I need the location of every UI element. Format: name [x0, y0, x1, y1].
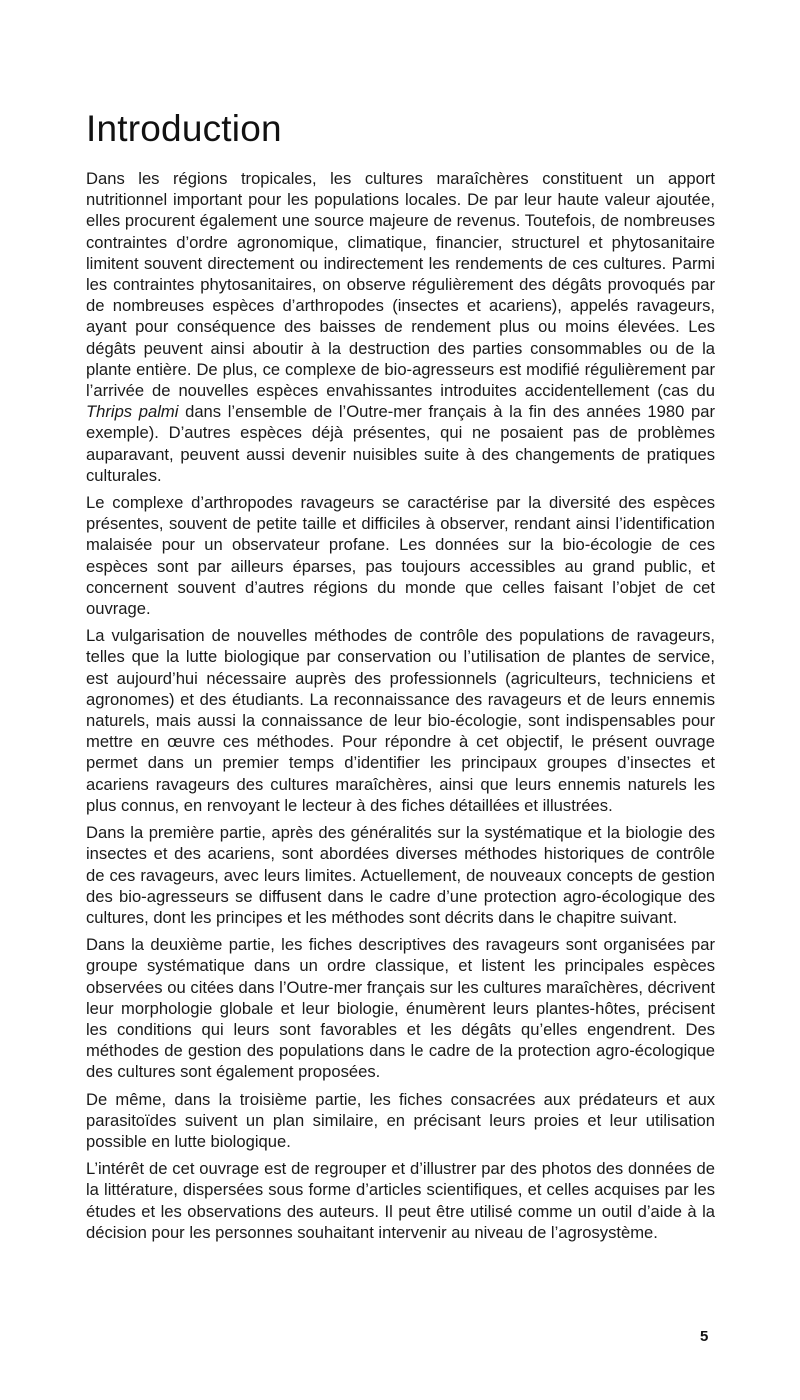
- species-name-italic: Thrips palmi: [86, 402, 179, 422]
- chapter-title: Introduction: [86, 108, 282, 149]
- paragraph-7: L’intérêt de cet ouvrage est de regrouper et d’illustrer par des photos des données de la littérature, dispersées sous forme d’articles scientifiques, et celles acquises par les études et les observations des auteurs. Il peut être utilisé comme un outil d’aide à la décision pour les personnes souhaitant intervenir au niveau de l’agrosystème.: [86, 1159, 715, 1242]
- paragraph-2: Le complexe d’arthropodes ravageurs se caractérise par la diversité des espèces présentes, souvent de petite taille et difficiles à observer, rendant ainsi l’identification malaisée pour un observateur profane. Les données sur la bio-écologie de ces espèces sont par ailleurs éparses, pas toujours accessibles au grand public, et concernent souvent d’autres régions du monde que celles faisant l’objet de cet ouvrage.: [86, 493, 715, 619]
- paragraph-1-text-before: Dans les régions tropicales, les cultures maraîchères constituent un apport nutritionnel important pour les populations locales. De par leur haute valeur ajoutée, elles procurent également une source majeure de revenus. Toutefois, de nombreuses contraintes d’ordre agronomique, climatique, financier, structurel et phytosanitaire limitent souvent directement ou indirectement les rendements de ces cultures. Parmi les contraintes phytosanitaires, on observe régulièrement des dégâts provoqués par de nombreuses espèces d’arthropodes (insectes et acariens), appelés ravageurs, ayant pour conséquence des baisses de rendement plus ou moins élevées. Les dégâts peuvent ainsi aboutir à la destruction des parties consommables ou de la plante entière. De plus, ce complexe de bio-agresseurs est modifié régulièrement par l’arrivée de nouvelles espèces envahissantes introduites accidentellement (cas du: [86, 169, 715, 401]
- page-number: 5: [700, 1328, 709, 1345]
- page-body: [86, 104, 715, 1249]
- paragraph-4: Dans la première partie, après des généralités sur la systématique et la biologie des insectes et des acariens, sont abordées diverses méthodes historiques de contrôle de ces ravageurs, avec leurs limites. Actuellement, de nouveaux concepts de gestion des bio-agresseurs se diffusent dans le cadre d’une protection agro-écologique des cultures, dont les principes et les méthodes sont décrits dans le chapitre suivant.: [86, 823, 715, 927]
- paragraph-1: [86, 168, 715, 486]
- paragraph-5: Dans la deuxième partie, les fiches descriptives des ravageurs sont organisées par groupe systématique dans un ordre classique, et listent les principales espèces observées ou citées dans l’Outre-mer français sur les cultures maraîchères, décrivent leur morphologie globale et leur biologie, énumèrent leurs plantes-hôtes, précisent les conditions qui leurs sont favorables et les dégâts qu’elles engendrent. Des méthodes de gestion des populations dans le cadre de la protection agro-écologique des cultures sont également proposées.: [86, 935, 715, 1082]
- paragraph-1-text-after: dans l’ensemble de l’Outre-mer français à la fin des années 1980 par exemple). D’autres espèces déjà présentes, qui ne posaient pas de problèmes auparavant, peuvent aussi devenir nuisibles suite à des changements de pratiques culturales.: [86, 402, 715, 485]
- paragraph-6: De même, dans la troisième partie, les fiches consacrées aux prédateurs et aux parasitoïdes suivent un plan similaire, en précisant leurs proies et leur utilisation possible en lutte biologique.: [86, 1089, 715, 1151]
- paragraph-3: La vulgarisation de nouvelles méthodes de contrôle des populations de ravageurs, telles que la lutte biologique par conservation ou l’utilisation de plantes de service, est aujourd’hui nécessaire auprès des professionnels (agriculteurs, techniciens et agronomes) et des étudiants. La reconnaissance des ravageurs et de leurs ennemis naturels, mais aussi la connaissance de leur bio-écologie, sont indispensables pour mettre en œuvre ces méthodes. Pour répondre à cet objectif, le présent ouvrage permet dans un premier temps d’identifier les principaux groupes d’insectes et acariens ravageurs des cultures maraîchères, ainsi que leurs ennemis naturels les plus connus, en renvoyant le lecteur à des fiches détaillées et illustrées.: [86, 626, 715, 815]
